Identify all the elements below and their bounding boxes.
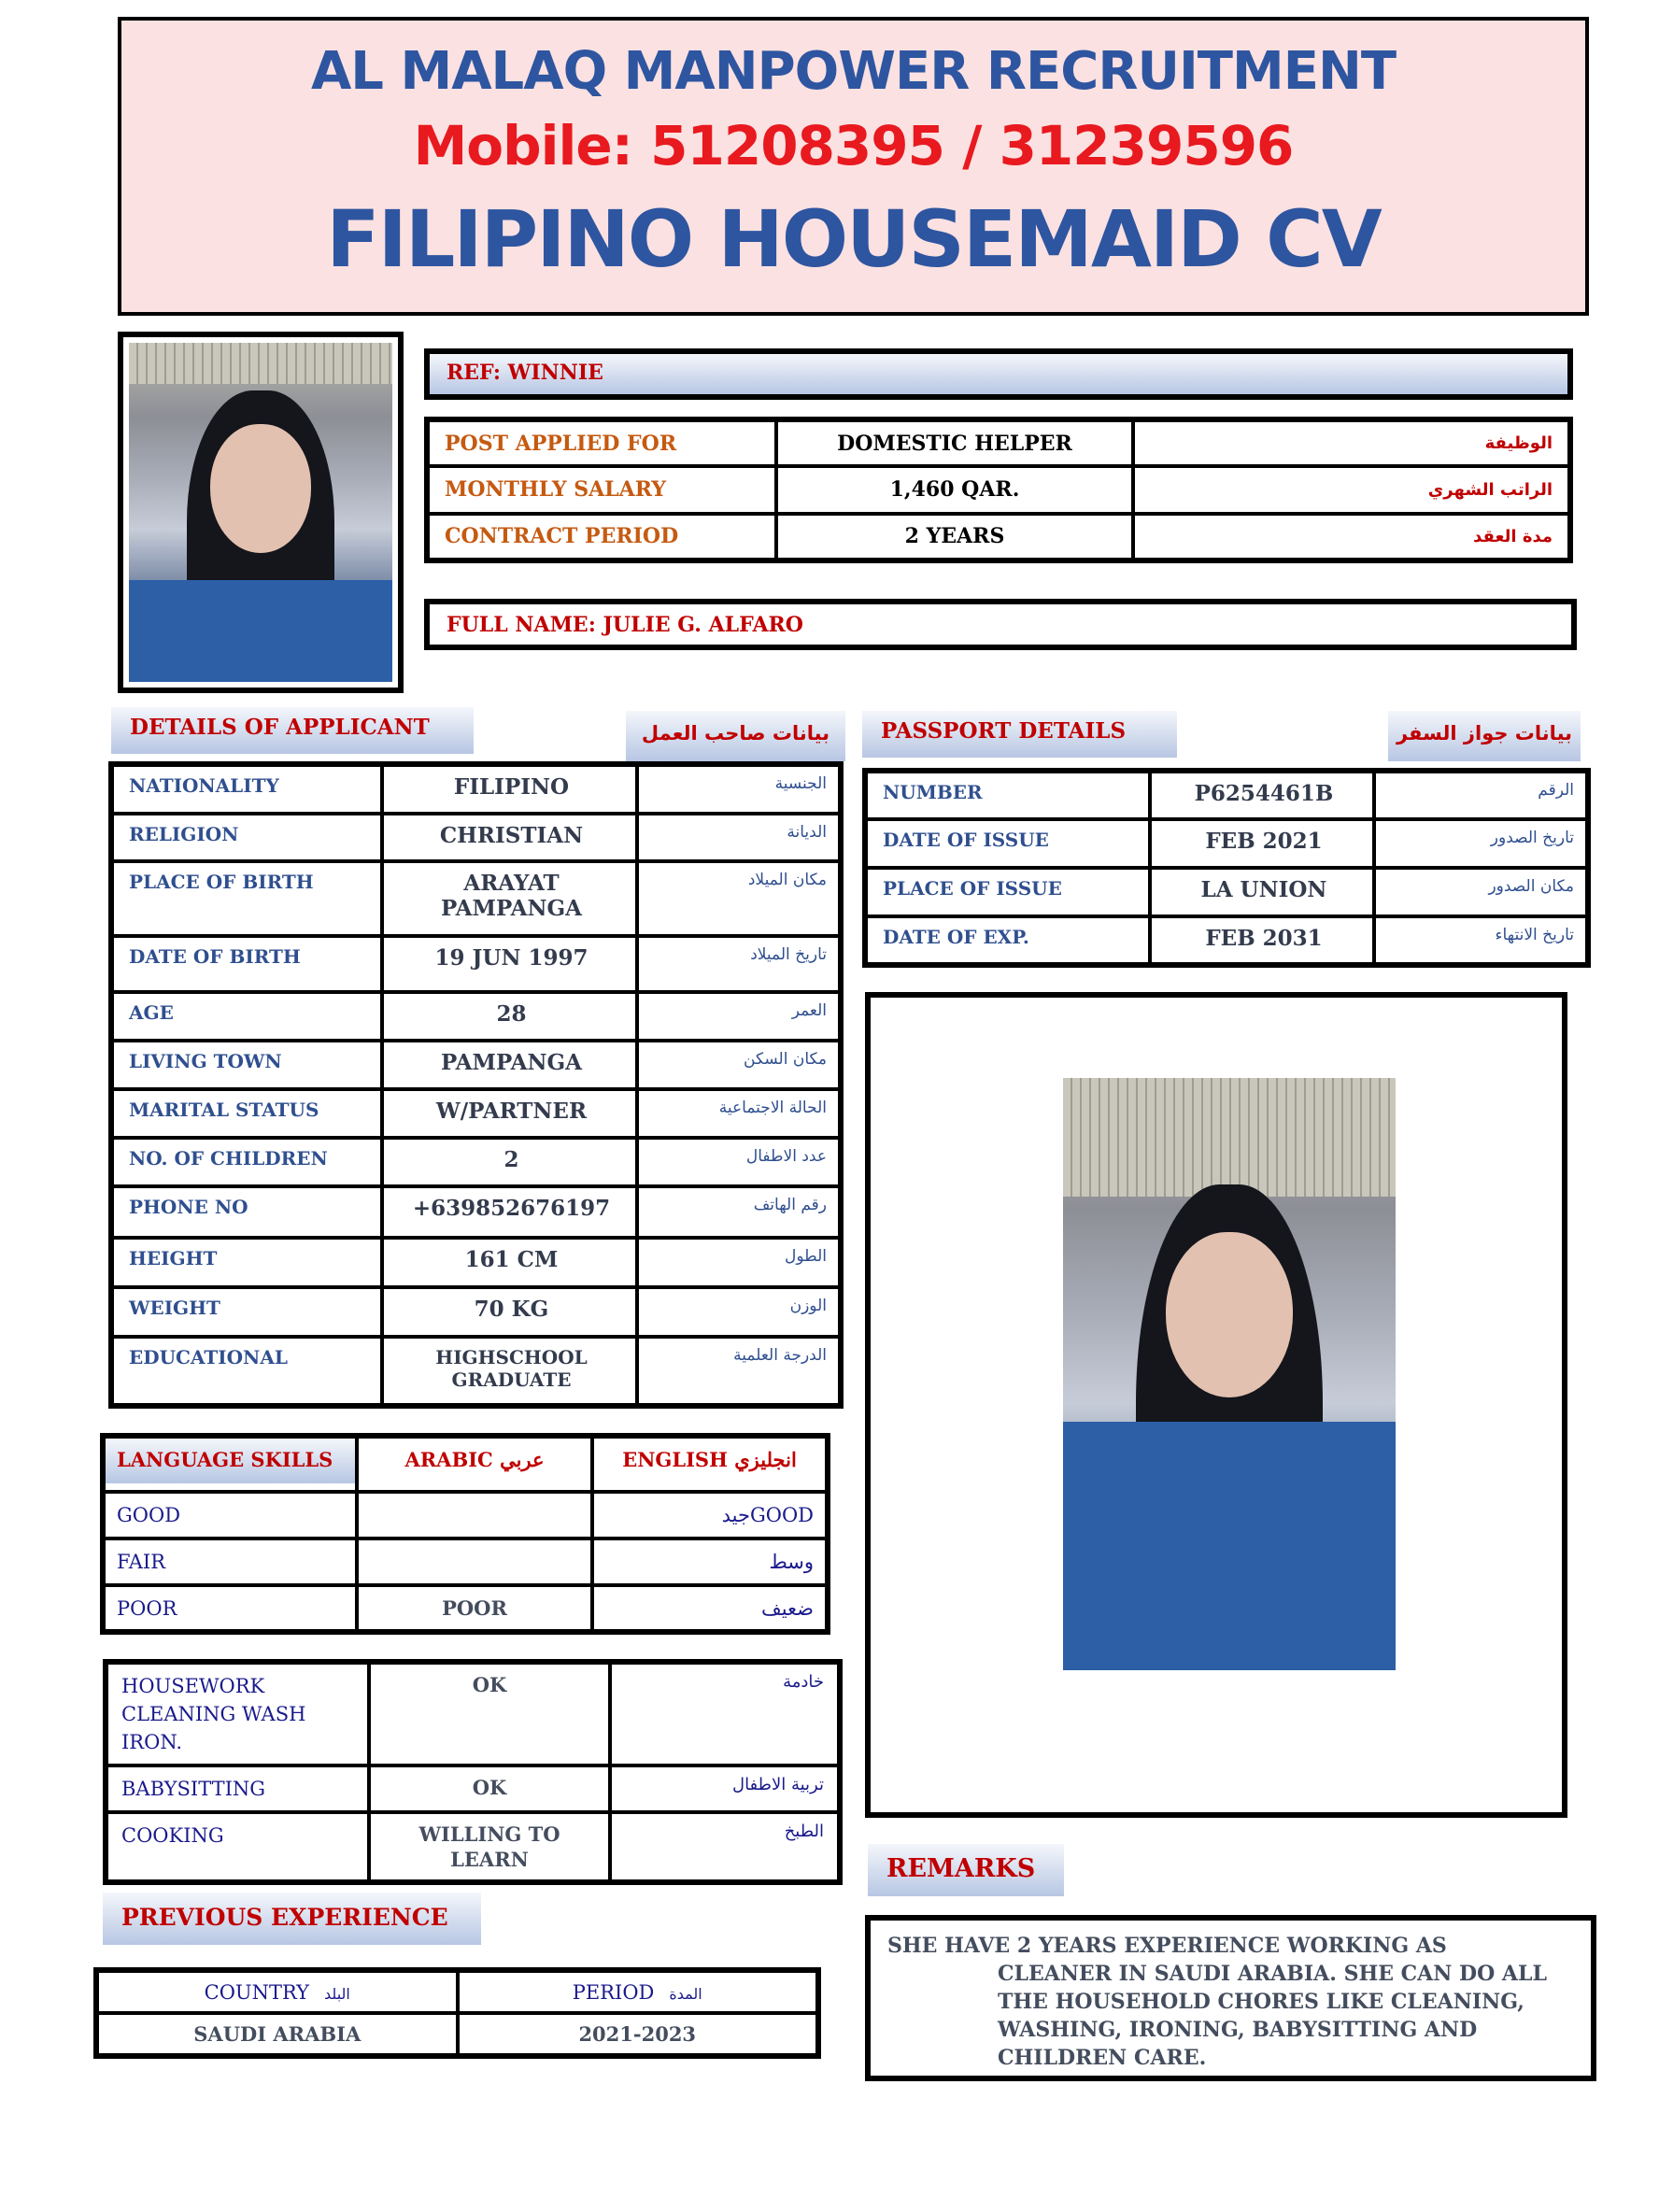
skill-value: OK: [369, 1765, 610, 1812]
table-row: [111, 1089, 841, 1138]
period-column-header-arabic: المدة: [669, 1984, 702, 2003]
detail-value: 19 JUN 1997: [382, 936, 637, 992]
table-row: [111, 1238, 841, 1287]
country-column-header: COUNTRY: [204, 1980, 310, 2004]
detail-arabic-label: تاريخ الميلاد: [637, 936, 841, 992]
details-section-title: DETAILS OF APPLICANT: [111, 707, 474, 754]
detail-label: NATIONALITY: [111, 764, 382, 814]
detail-label: MARITAL STATUS: [111, 1089, 382, 1138]
contract-value: 2 YEARS: [776, 514, 1133, 560]
table-row: [427, 466, 1570, 513]
previous-experience-table: [93, 1967, 821, 2059]
details-section-title-arabic: بيانات صاحب العمل: [626, 711, 845, 761]
detail-label: RELIGION: [111, 814, 382, 861]
detail-label: HEIGHT: [111, 1238, 382, 1287]
table-row: [103, 1492, 828, 1538]
detail-value: ARAYAT PAMPANGA: [382, 861, 637, 936]
english-level-value: ضعيف: [592, 1585, 828, 1632]
table-row: [427, 419, 1570, 466]
arabic-level-value: POOR: [357, 1585, 592, 1632]
passport-section-title: PASSPORT DETAILS: [862, 711, 1177, 758]
table-row: [111, 1186, 841, 1238]
detail-label: AGE: [111, 992, 382, 1041]
skill-arabic-label: خادمة: [610, 1662, 840, 1765]
skill-value: OK: [369, 1662, 610, 1765]
detail-value: FILIPINO: [382, 764, 637, 814]
detail-label: NO. OF CHILDREN: [111, 1138, 382, 1186]
arabic-level-value: [357, 1492, 592, 1538]
applicant-photo-full: [865, 992, 1567, 1818]
arabic-column-header: ARABIC عربي: [357, 1436, 592, 1492]
remarks-title: REMARKS: [868, 1844, 1064, 1896]
table-row: [111, 1138, 841, 1186]
detail-value: HIGHSCHOOL GRADUATE: [382, 1337, 637, 1406]
passport-section-title-arabic: بيانات جواز السفر: [1388, 711, 1581, 761]
language-skills-table: [100, 1433, 830, 1635]
contract-label: CONTRACT PERIOD: [427, 514, 776, 560]
applicant-details-table: [108, 761, 844, 1409]
detail-arabic-label: مكان السكن: [637, 1041, 841, 1089]
table-row: [111, 1041, 841, 1089]
table-row: [111, 1287, 841, 1337]
table-row: [103, 1538, 828, 1585]
level-label: FAIR: [103, 1538, 357, 1585]
table-row: [96, 2013, 818, 2056]
passport-arabic-label: تاريخ الصدور: [1374, 819, 1588, 868]
detail-arabic-label: الحالة الاجتماعية: [637, 1089, 841, 1138]
remarks-line-2: CLEANER IN SAUDI ARABIA. SHE CAN DO ALL THE HOUSEHOLD CHORES LIKE CLEANING, WASHING, IRONING, BABYSITTING AND CHILDREN CARE.: [998, 1962, 1547, 2070]
skill-label: HOUSEWORK CLEANING WASH IRON.: [106, 1662, 369, 1765]
level-label: GOOD: [103, 1492, 357, 1538]
table-header-row: [103, 1436, 828, 1492]
table-row: [111, 992, 841, 1041]
salary-label: MONTHLY SALARY: [427, 466, 776, 513]
detail-label: DATE OF BIRTH: [111, 936, 382, 992]
remarks-text: [865, 1915, 1596, 2081]
document-title: FILIPINO HOUSEMAID CV: [326, 193, 1381, 285]
level-label: POOR: [103, 1585, 357, 1632]
detail-arabic-label: العمر: [637, 992, 841, 1041]
table-row: [865, 819, 1588, 868]
cv-header: [118, 17, 1589, 316]
passport-value: LA UNION: [1150, 868, 1374, 916]
detail-label: EDUCATIONAL: [111, 1337, 382, 1406]
salary-arabic-label: الراتب الشهري: [1133, 466, 1570, 513]
passport-label: DATE OF EXP.: [865, 916, 1150, 965]
mobile-numbers: Mobile: 51208395 / 31239596: [413, 114, 1294, 177]
full-name: FULL NAME: JULIE G. ALFARO: [424, 599, 1577, 650]
passport-label: PLACE OF ISSUE: [865, 868, 1150, 916]
work-skills-table: [103, 1659, 843, 1885]
table-row: [111, 936, 841, 992]
english-level-value: جيدGOOD: [592, 1492, 828, 1538]
detail-label: PLACE OF BIRTH: [111, 861, 382, 936]
reference-bar: REF: WINNIE: [424, 348, 1573, 400]
period-column-header: PERIOD: [572, 1980, 655, 2004]
english-column-header: ENGLISH انجليزي: [592, 1436, 828, 1492]
applicant-photo-small: [118, 332, 404, 693]
company-name: AL MALAQ MANPOWER RECRUITMENT: [310, 41, 1397, 102]
passport-label: DATE OF ISSUE: [865, 819, 1150, 868]
detail-arabic-label: الدرجة العلمية: [637, 1337, 841, 1406]
portrait-image: [129, 343, 392, 682]
job-terms-table: [424, 417, 1573, 563]
full-body-image: [1063, 1078, 1396, 1670]
table-row: [106, 1765, 840, 1812]
passport-arabic-label: تاريخ الانتهاء: [1374, 916, 1588, 965]
table-row: [865, 916, 1588, 965]
table-row: [865, 771, 1588, 819]
contract-arabic-label: مدة العقد: [1133, 514, 1570, 560]
detail-value: 161 CM: [382, 1238, 637, 1287]
detail-value: W/PARTNER: [382, 1089, 637, 1138]
arabic-level-value: [357, 1538, 592, 1585]
experience-country: SAUDI ARABIA: [96, 2013, 458, 2056]
passport-label: NUMBER: [865, 771, 1150, 819]
table-header-row: [96, 1970, 818, 2013]
salary-value: 1,460 QAR.: [776, 466, 1133, 513]
table-row: [865, 868, 1588, 916]
detail-value: 28: [382, 992, 637, 1041]
post-arabic-label: الوظيفة: [1133, 419, 1570, 466]
detail-value: +639852676197: [382, 1186, 637, 1238]
country-column-header-arabic: البلد: [324, 1984, 350, 2003]
previous-experience-title: PREVIOUS EXPERIENCE: [103, 1893, 481, 1945]
detail-value: PAMPANGA: [382, 1041, 637, 1089]
passport-value: P6254461B: [1150, 771, 1374, 819]
detail-label: LIVING TOWN: [111, 1041, 382, 1089]
remarks-line-1: SHE HAVE 2 YEARS EXPERIENCE WORKING AS: [887, 1934, 1447, 1958]
table-row: [106, 1812, 840, 1882]
english-level-value: وسط: [592, 1538, 828, 1585]
language-skills-title: LANGUAGE SKILLS: [106, 1439, 355, 1483]
table-row: [427, 514, 1570, 560]
table-row: [106, 1662, 840, 1765]
passport-arabic-label: مكان الصدور: [1374, 868, 1588, 916]
skill-value: WILLING TO LEARN: [369, 1812, 610, 1882]
table-row: [111, 1337, 841, 1406]
post-label: POST APPLIED FOR: [427, 419, 776, 466]
post-value: DOMESTIC HELPER: [776, 419, 1133, 466]
detail-value: CHRISTIAN: [382, 814, 637, 861]
detail-arabic-label: رقم الهاتف: [637, 1186, 841, 1238]
passport-arabic-label: الرقم: [1374, 771, 1588, 819]
passport-value: FEB 2031: [1150, 916, 1374, 965]
experience-period: 2021-2023: [458, 2013, 819, 2056]
detail-arabic-label: الطول: [637, 1238, 841, 1287]
table-row: [111, 764, 841, 814]
passport-details-table: [862, 768, 1591, 968]
table-row: [103, 1585, 828, 1632]
detail-arabic-label: الوزن: [637, 1287, 841, 1337]
detail-arabic-label: الجنسية: [637, 764, 841, 814]
detail-label: PHONE NO: [111, 1186, 382, 1238]
skill-arabic-label: الطبخ: [610, 1812, 840, 1882]
detail-arabic-label: الديانة: [637, 814, 841, 861]
table-row: [111, 814, 841, 861]
detail-value: 70 KG: [382, 1287, 637, 1337]
detail-label: WEIGHT: [111, 1287, 382, 1337]
detail-value: 2: [382, 1138, 637, 1186]
skill-label: COOKING: [106, 1812, 369, 1882]
detail-arabic-label: عدد الاطفال: [637, 1138, 841, 1186]
skill-label: BABYSITTING: [106, 1765, 369, 1812]
table-row: [111, 861, 841, 936]
detail-arabic-label: مكان الميلاد: [637, 861, 841, 936]
skill-arabic-label: تربية الاطفال: [610, 1765, 840, 1812]
passport-value: FEB 2021: [1150, 819, 1374, 868]
